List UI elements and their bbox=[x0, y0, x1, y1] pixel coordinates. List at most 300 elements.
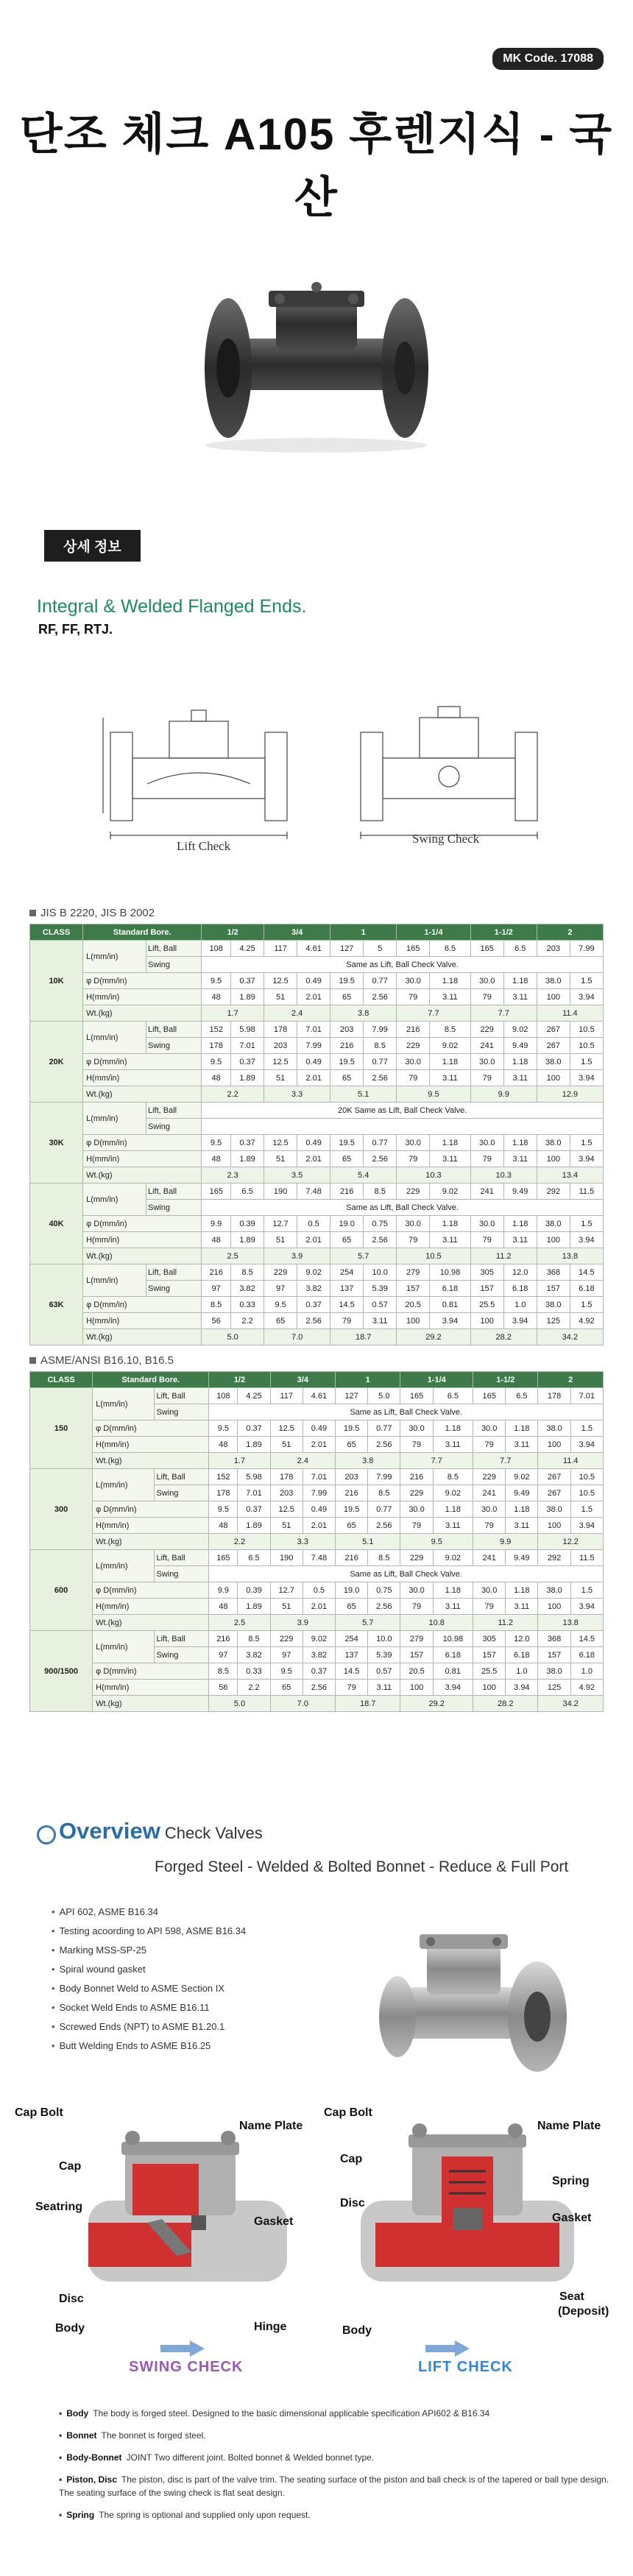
value-cell: 38.0 bbox=[537, 1054, 570, 1070]
value-cell: 3.11 bbox=[503, 989, 537, 1005]
lift-name-plate-label: Name Plate bbox=[537, 2120, 601, 2132]
value-cell: 3.11 bbox=[430, 989, 470, 1005]
value-cell: 2.01 bbox=[303, 1437, 335, 1453]
value-cell: 305 bbox=[470, 1264, 503, 1281]
value-cell: 292 bbox=[538, 1550, 570, 1566]
weight-cell: 18.7 bbox=[330, 1329, 397, 1345]
row-label: φ D(mm/in) bbox=[93, 1663, 209, 1680]
lift-gasket-label: Gasket bbox=[552, 2212, 592, 2224]
table-row bbox=[30, 989, 604, 1005]
value-cell: 3.82 bbox=[231, 1281, 264, 1297]
definition-term: Spring bbox=[66, 2510, 95, 2520]
swing-cap-bolt-label: Cap Bolt bbox=[15, 2106, 63, 2119]
asme-spec-table bbox=[29, 1371, 604, 1712]
weight-cell: 28.2 bbox=[470, 1329, 537, 1345]
lift-check-label: LIFT CHECK bbox=[418, 2359, 513, 2375]
value-cell: 79 bbox=[400, 1599, 433, 1615]
row-label: φ D(mm/in) bbox=[83, 1297, 202, 1313]
weight-cell: 13.4 bbox=[537, 1167, 603, 1183]
value-cell: 7.01 bbox=[238, 1485, 270, 1501]
table-row bbox=[30, 1151, 604, 1167]
value-cell: 267 bbox=[538, 1469, 570, 1485]
value-cell: 229 bbox=[400, 1485, 433, 1501]
value-cell: 216 bbox=[397, 1022, 430, 1038]
span-cell bbox=[202, 1119, 604, 1135]
value-cell: 11.5 bbox=[570, 1550, 603, 1566]
value-cell: 0.77 bbox=[364, 973, 397, 989]
row-label: L(mm/in) bbox=[83, 941, 146, 973]
value-cell: 2.2 bbox=[231, 1313, 264, 1329]
value-cell: 14.5 bbox=[570, 1631, 603, 1647]
value-cell: 1.0 bbox=[506, 1663, 538, 1680]
value-cell: 165 bbox=[473, 1388, 506, 1404]
value-cell: 178 bbox=[538, 1388, 570, 1404]
value-cell: 9.5 bbox=[202, 973, 231, 989]
value-cell: 7.99 bbox=[368, 1469, 400, 1485]
value-cell: 0.77 bbox=[364, 1135, 397, 1151]
value-cell: 12.7 bbox=[270, 1582, 303, 1599]
swing-cap-label: Cap bbox=[59, 2160, 82, 2173]
value-cell: 100 bbox=[538, 1599, 570, 1615]
row-label: φ D(mm/in) bbox=[93, 1501, 209, 1518]
value-cell: 0.81 bbox=[430, 1297, 470, 1313]
value-cell: 19.5 bbox=[330, 1054, 364, 1070]
row-label: H(mm/in) bbox=[83, 1070, 202, 1086]
value-cell: 8.5 bbox=[433, 1469, 473, 1485]
value-cell: 48 bbox=[202, 989, 231, 1005]
value-cell: 0.49 bbox=[297, 973, 330, 989]
asme-standard-title bbox=[29, 1354, 174, 1367]
value-cell: 178 bbox=[202, 1038, 231, 1054]
value-cell: 3.82 bbox=[303, 1647, 335, 1663]
value-cell: 9.02 bbox=[433, 1550, 473, 1566]
value-cell: 30.0 bbox=[397, 1216, 430, 1232]
value-cell: 267 bbox=[537, 1038, 570, 1054]
value-cell: 9.49 bbox=[506, 1485, 538, 1501]
value-cell: 12.5 bbox=[264, 973, 297, 989]
value-cell: 157 bbox=[538, 1647, 570, 1663]
weight-cell: 5.1 bbox=[336, 1534, 400, 1550]
table-header-cell: 3/4 bbox=[270, 1372, 335, 1388]
table-row bbox=[30, 1550, 604, 1566]
value-cell: 368 bbox=[537, 1264, 570, 1281]
weight-cell: 34.2 bbox=[537, 1329, 603, 1345]
value-cell: 38.0 bbox=[537, 1297, 570, 1313]
value-cell: 97 bbox=[202, 1281, 231, 1297]
value-cell: 1.18 bbox=[506, 1420, 538, 1437]
swing-disc-label: Disc bbox=[59, 2293, 84, 2305]
swing-body-label: Body bbox=[55, 2322, 85, 2335]
value-cell: 10.5 bbox=[570, 1022, 603, 1038]
span-cell: Same as Lift, Ball Check Valve. bbox=[202, 957, 604, 973]
row-label: Wt.(kg) bbox=[83, 1329, 202, 1345]
row-sublabel: Lift, Ball bbox=[146, 941, 201, 957]
value-cell: 100 bbox=[400, 1680, 433, 1696]
value-cell: 100 bbox=[397, 1313, 430, 1329]
value-cell: 38.0 bbox=[537, 1216, 570, 1232]
value-cell: 19.5 bbox=[330, 1135, 364, 1151]
value-cell: 100 bbox=[538, 1518, 570, 1534]
valve-product-image bbox=[195, 258, 438, 456]
value-cell: 100 bbox=[470, 1313, 503, 1329]
row-label: φ D(mm/in) bbox=[93, 1420, 209, 1437]
table-row bbox=[30, 1437, 604, 1453]
value-cell: 1.5 bbox=[570, 1135, 603, 1151]
value-cell: 11.5 bbox=[570, 1183, 603, 1200]
value-cell: 79 bbox=[336, 1680, 368, 1696]
table-row bbox=[30, 973, 604, 989]
weight-cell: 3.8 bbox=[336, 1453, 400, 1469]
value-cell: 65 bbox=[336, 1518, 368, 1534]
value-cell: 157 bbox=[537, 1281, 570, 1297]
table-row bbox=[30, 1005, 604, 1022]
value-cell: 1.18 bbox=[503, 1135, 537, 1151]
row-sublabel: Swing bbox=[155, 1404, 209, 1420]
value-cell: 5.39 bbox=[368, 1647, 400, 1663]
lift-seat-deposit-label: (Deposit) bbox=[558, 2305, 609, 2318]
value-cell: 38.0 bbox=[538, 1501, 570, 1518]
list-item: • Testing acoording to API 598, ASME B16.34 bbox=[52, 1925, 246, 1945]
value-cell: 241 bbox=[470, 1038, 503, 1054]
row-label: L(mm/in) bbox=[93, 1631, 155, 1663]
row-label: φ D(mm/in) bbox=[83, 1054, 202, 1070]
row-label: L(mm/in) bbox=[83, 1103, 146, 1135]
row-label: Wt.(kg) bbox=[93, 1696, 209, 1712]
weight-cell: 12.2 bbox=[538, 1534, 604, 1550]
weight-cell: 11.4 bbox=[537, 1005, 603, 1022]
value-cell: 5.98 bbox=[238, 1469, 270, 1485]
lift-spring-label: Spring bbox=[552, 2175, 590, 2187]
weight-cell: 5.4 bbox=[330, 1167, 397, 1183]
table-header-cell: CLASS bbox=[30, 1372, 93, 1388]
value-cell: 65 bbox=[330, 1151, 364, 1167]
value-cell: 6.5 bbox=[433, 1388, 473, 1404]
list-item: • Marking MSS-SP-25 bbox=[52, 1945, 246, 1964]
value-cell: 79 bbox=[397, 1151, 430, 1167]
value-cell: 254 bbox=[330, 1264, 364, 1281]
overview-description: Forged Steel - Welded & Bolted Bonnet - Reduce & Full Port bbox=[155, 1858, 569, 1875]
value-cell: 267 bbox=[537, 1022, 570, 1038]
value-cell: 20.5 bbox=[400, 1663, 433, 1680]
value-cell: 165 bbox=[470, 941, 503, 957]
value-cell: 51 bbox=[270, 1518, 303, 1534]
value-cell: 8.5 bbox=[368, 1485, 400, 1501]
value-cell: 79 bbox=[470, 1232, 503, 1248]
value-cell: 3.11 bbox=[433, 1599, 473, 1615]
row-sublabel: Lift, Ball bbox=[155, 1388, 209, 1404]
definition-text: The piston, disc is part of the valve trim. The seating surface of the piston and ball check is of the tapered or ball type design. The seating surface of the swing check is flat seat design. bbox=[59, 2474, 609, 2498]
value-cell: 125 bbox=[538, 1680, 570, 1696]
row-label: Wt.(kg) bbox=[83, 1167, 202, 1183]
value-cell: 1.5 bbox=[570, 1501, 603, 1518]
value-cell: 79 bbox=[470, 1151, 503, 1167]
value-cell: 8.5 bbox=[364, 1038, 397, 1054]
value-cell: 7.99 bbox=[297, 1038, 330, 1054]
square-bullet-icon bbox=[29, 1357, 36, 1364]
value-cell: 9.02 bbox=[503, 1022, 537, 1038]
weight-cell: 10.8 bbox=[400, 1615, 473, 1631]
list-item: • API 602, ASME B16.34 bbox=[52, 1906, 246, 1925]
weight-cell: 9.5 bbox=[397, 1086, 470, 1103]
value-cell: 9.02 bbox=[297, 1264, 330, 1281]
value-cell: 20.5 bbox=[397, 1297, 430, 1313]
value-cell: 10.5 bbox=[570, 1485, 603, 1501]
table-header-row bbox=[30, 924, 604, 941]
value-cell: 9.5 bbox=[270, 1663, 303, 1680]
value-cell: 19.0 bbox=[336, 1582, 368, 1599]
table-row bbox=[30, 1022, 604, 1038]
value-cell: 65 bbox=[330, 989, 364, 1005]
weight-cell: 10.5 bbox=[397, 1248, 470, 1264]
list-item: • Butt Welding Ends to ASME B16.25 bbox=[52, 2040, 246, 2059]
value-cell: 8.5 bbox=[430, 1022, 470, 1038]
row-sublabel: Swing bbox=[155, 1647, 209, 1663]
weight-cell: 5.7 bbox=[330, 1248, 397, 1264]
value-cell: 279 bbox=[400, 1631, 433, 1647]
value-cell: 305 bbox=[473, 1631, 506, 1647]
weight-cell: 11.2 bbox=[470, 1248, 537, 1264]
value-cell: 3.11 bbox=[503, 1232, 537, 1248]
value-cell: 6.18 bbox=[506, 1647, 538, 1663]
row-label: L(mm/in) bbox=[83, 1264, 146, 1297]
value-cell: 292 bbox=[537, 1183, 570, 1200]
row-label: φ D(mm/in) bbox=[93, 1582, 209, 1599]
row-sublabel: Swing bbox=[155, 1566, 209, 1582]
page-title: 단조 체크 A105 후렌지식 - 국산 bbox=[19, 110, 614, 222]
value-cell: 108 bbox=[209, 1388, 238, 1404]
table-header-cell: Standard Bore. bbox=[83, 924, 202, 941]
value-cell: 9.9 bbox=[209, 1582, 238, 1599]
lift-cap-label: Cap bbox=[340, 2153, 363, 2165]
table-row bbox=[30, 1054, 604, 1070]
table-header-cell: 2 bbox=[538, 1372, 604, 1388]
value-cell: 203 bbox=[537, 941, 570, 957]
value-cell: 178 bbox=[264, 1022, 297, 1038]
value-cell: 0.49 bbox=[303, 1420, 335, 1437]
value-cell: 48 bbox=[209, 1437, 238, 1453]
value-cell: 48 bbox=[202, 1232, 231, 1248]
check-valve-photo bbox=[361, 1914, 574, 2083]
value-cell: 3.94 bbox=[570, 1518, 603, 1534]
swing-check-drawing bbox=[361, 707, 537, 839]
list-item: • Socket Weld Ends to ASME B16.11 bbox=[52, 2002, 246, 2021]
value-cell: 56 bbox=[202, 1313, 231, 1329]
table-row bbox=[30, 1615, 604, 1631]
row-label: Wt.(kg) bbox=[93, 1615, 209, 1631]
value-cell: 79 bbox=[473, 1518, 506, 1534]
row-sublabel: Lift, Ball bbox=[146, 1264, 201, 1281]
value-cell: 51 bbox=[264, 1151, 297, 1167]
value-cell: 216 bbox=[336, 1550, 368, 1566]
value-cell: 65 bbox=[330, 1232, 364, 1248]
table-row bbox=[30, 1135, 604, 1151]
value-cell: 10.5 bbox=[570, 1469, 603, 1485]
value-cell: 2.56 bbox=[368, 1599, 400, 1615]
value-cell: 0.75 bbox=[364, 1216, 397, 1232]
value-cell: 9.02 bbox=[433, 1485, 473, 1501]
value-cell: 6.18 bbox=[433, 1647, 473, 1663]
value-cell: 7.99 bbox=[364, 1022, 397, 1038]
value-cell: 30.0 bbox=[473, 1582, 506, 1599]
value-cell: 7.01 bbox=[297, 1022, 330, 1038]
value-cell: 9.5 bbox=[264, 1297, 297, 1313]
row-label: Wt.(kg) bbox=[83, 1248, 202, 1264]
value-cell: 9.49 bbox=[506, 1550, 538, 1566]
table-row bbox=[30, 1631, 604, 1647]
value-cell: 9.02 bbox=[430, 1038, 470, 1054]
value-cell: 1.18 bbox=[503, 1216, 537, 1232]
table-row bbox=[30, 1070, 604, 1086]
value-cell: 178 bbox=[270, 1469, 303, 1485]
swing-check-label: SWING CHECK bbox=[129, 2359, 244, 2375]
value-cell: 56 bbox=[209, 1680, 238, 1696]
value-cell: 30.0 bbox=[397, 1135, 430, 1151]
table-row bbox=[30, 1388, 604, 1404]
weight-cell: 2.2 bbox=[209, 1534, 270, 1550]
value-cell: 0.49 bbox=[303, 1501, 335, 1518]
value-cell: 30.0 bbox=[473, 1501, 506, 1518]
value-cell: 0.37 bbox=[297, 1297, 330, 1313]
row-label: L(mm/in) bbox=[83, 1183, 146, 1216]
value-cell: 100 bbox=[537, 1070, 570, 1086]
value-cell: 100 bbox=[473, 1680, 506, 1696]
value-cell: 165 bbox=[209, 1550, 238, 1566]
value-cell: 25.5 bbox=[470, 1297, 503, 1313]
value-cell: 7.99 bbox=[303, 1485, 335, 1501]
value-cell: 3.11 bbox=[506, 1437, 538, 1453]
value-cell: 1.5 bbox=[570, 1216, 603, 1232]
list-item: • Screwed Ends (NPT) to ASME B1.20.1 bbox=[52, 2021, 246, 2040]
row-sublabel: Lift, Ball bbox=[155, 1469, 209, 1485]
value-cell: 30.0 bbox=[470, 1054, 503, 1070]
value-cell: 97 bbox=[270, 1647, 303, 1663]
weight-cell: 2.5 bbox=[209, 1615, 270, 1631]
weight-cell: 12.9 bbox=[537, 1086, 603, 1103]
table-header-cell: 1/2 bbox=[209, 1372, 270, 1388]
value-cell: 6.18 bbox=[503, 1281, 537, 1297]
value-cell: 3.94 bbox=[570, 1437, 603, 1453]
value-cell: 1.18 bbox=[433, 1420, 473, 1437]
value-cell: 137 bbox=[336, 1647, 368, 1663]
value-cell: 3.11 bbox=[506, 1518, 538, 1534]
value-cell: 229 bbox=[397, 1038, 430, 1054]
row-label: L(mm/in) bbox=[93, 1388, 155, 1420]
value-cell: 3.94 bbox=[503, 1313, 537, 1329]
value-cell: 8.5 bbox=[202, 1297, 231, 1313]
table-row bbox=[30, 1313, 604, 1329]
row-label: L(mm/in) bbox=[83, 1022, 146, 1054]
value-cell: 241 bbox=[473, 1550, 506, 1566]
value-cell: 165 bbox=[397, 941, 430, 957]
value-cell: 1.89 bbox=[231, 989, 264, 1005]
value-cell: 117 bbox=[264, 941, 297, 957]
table-row bbox=[30, 1297, 604, 1313]
value-cell: 216 bbox=[209, 1631, 238, 1647]
value-cell: 152 bbox=[202, 1022, 231, 1038]
class-cell: 30K bbox=[30, 1103, 83, 1183]
table-row bbox=[30, 1599, 604, 1615]
value-cell: 30.0 bbox=[397, 973, 430, 989]
list-item: • Body Bonnet Weld to ASME Section IX bbox=[52, 1983, 246, 2002]
value-cell: 12.5 bbox=[264, 1054, 297, 1070]
value-cell: 178 bbox=[209, 1485, 238, 1501]
table-row bbox=[30, 1329, 604, 1345]
value-cell: 8.5 bbox=[238, 1631, 270, 1647]
value-cell: 2.56 bbox=[303, 1680, 335, 1696]
weight-cell: 2.2 bbox=[202, 1086, 264, 1103]
value-cell: 216 bbox=[336, 1485, 368, 1501]
value-cell: 2.56 bbox=[364, 989, 397, 1005]
value-cell: 0.39 bbox=[231, 1216, 264, 1232]
value-cell: 0.77 bbox=[364, 1054, 397, 1070]
value-cell: 1.18 bbox=[430, 973, 470, 989]
table-row bbox=[30, 1103, 604, 1119]
value-cell: 1.18 bbox=[503, 1054, 537, 1070]
value-cell: 51 bbox=[270, 1599, 303, 1615]
circle-bullet-icon bbox=[37, 1825, 56, 1844]
table-row bbox=[30, 1420, 604, 1437]
value-cell: 100 bbox=[538, 1437, 570, 1453]
value-cell: 2.56 bbox=[364, 1151, 397, 1167]
value-cell: 48 bbox=[209, 1518, 238, 1534]
value-cell: 229 bbox=[473, 1469, 506, 1485]
detail-info-badge: 상세 정보 bbox=[44, 530, 141, 562]
table-header-cell: 2 bbox=[537, 924, 603, 941]
mk-code-badge: MK Code. 17088 bbox=[492, 48, 604, 70]
value-cell: 137 bbox=[330, 1281, 364, 1297]
value-cell: 30.0 bbox=[473, 1420, 506, 1437]
value-cell: 1.0 bbox=[503, 1297, 537, 1313]
value-cell: 9.02 bbox=[430, 1183, 470, 1200]
value-cell: 1.0 bbox=[570, 1663, 603, 1680]
value-cell: 0.37 bbox=[231, 1054, 264, 1070]
value-cell: 10.0 bbox=[368, 1631, 400, 1647]
value-cell: 79 bbox=[473, 1437, 506, 1453]
overview-bullet-list bbox=[52, 1906, 246, 2059]
value-cell: 2.01 bbox=[297, 1151, 330, 1167]
value-cell: 1.18 bbox=[430, 1135, 470, 1151]
weight-cell: 2.3 bbox=[202, 1167, 264, 1183]
row-label: φ D(mm/in) bbox=[83, 973, 202, 989]
value-cell: 65 bbox=[336, 1437, 368, 1453]
definition-item bbox=[59, 2429, 611, 2442]
value-cell: 190 bbox=[270, 1550, 303, 1566]
value-cell: 165 bbox=[202, 1183, 231, 1200]
table-row bbox=[30, 1469, 604, 1485]
value-cell: 1.5 bbox=[570, 1054, 603, 1070]
value-cell: 3.94 bbox=[570, 989, 603, 1005]
weight-cell: 1.7 bbox=[202, 1005, 264, 1022]
weight-cell: 7.0 bbox=[264, 1329, 330, 1345]
value-cell: 25.5 bbox=[473, 1663, 506, 1680]
weight-cell: 5.0 bbox=[202, 1329, 264, 1345]
swing-gasket-label: Gasket bbox=[254, 2215, 294, 2228]
weight-cell: 2.5 bbox=[202, 1248, 264, 1264]
weight-cell: 2.4 bbox=[264, 1005, 330, 1022]
definition-item bbox=[59, 2473, 611, 2499]
value-cell: 3.11 bbox=[433, 1518, 473, 1534]
span-cell: Same as Lift, Ball Check Valve. bbox=[209, 1566, 604, 1582]
value-cell: 5.39 bbox=[364, 1281, 397, 1297]
weight-cell: 13.8 bbox=[537, 1248, 603, 1264]
value-cell: 0.5 bbox=[303, 1582, 335, 1599]
definition-text: JOINT Two different joint. Bolted bonnet & Welded bonnet type. bbox=[126, 2452, 375, 2463]
value-cell: 7.48 bbox=[303, 1550, 335, 1566]
value-cell: 1.18 bbox=[433, 1582, 473, 1599]
swing-hinge-label: Hinge bbox=[254, 2321, 287, 2333]
value-cell: 12.5 bbox=[270, 1501, 303, 1518]
value-cell: 30.0 bbox=[470, 1135, 503, 1151]
